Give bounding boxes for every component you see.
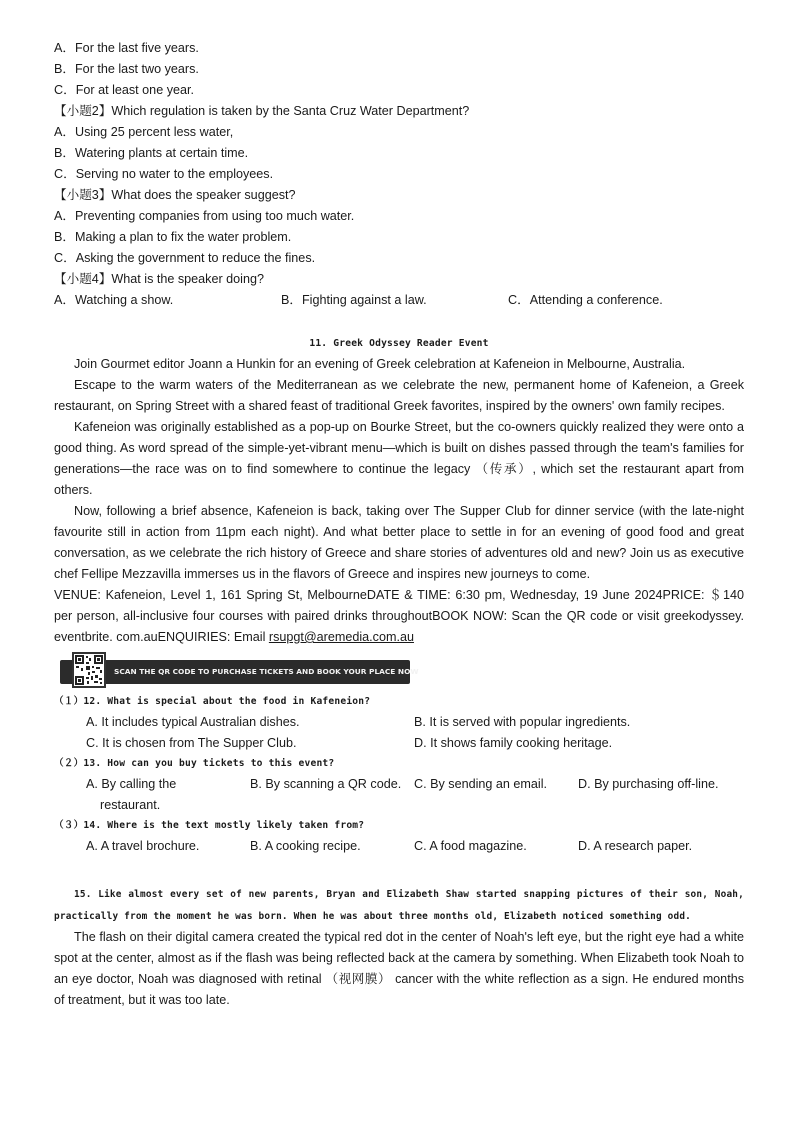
question-12-option-a: A. It includes typical Australian dishes. — [86, 715, 300, 729]
venue-text: VENUE: Kafeneion, Level 1, 161 Spring St, MelbourneDATE & TIME: 6:30 pm, Wednesday, 19 June 2024PRICE: ＄140 per person, all-inclusive four courses with paired drinks throughoutBOOK NOW: Scan the QR code or visit greekodyssey. eventbrite. com.auENQUIRIES: Email — [54, 588, 744, 644]
q4-option-c: C．Attending a conference. — [508, 293, 663, 307]
passage-11-venue-info — [54, 585, 744, 648]
q1-option-b: B．For the last two years. — [54, 62, 199, 76]
question-13-option-c: C. By sending an email. — [414, 777, 548, 791]
q3-option-b: B．Making a plan to fix the water problem. — [54, 230, 292, 244]
question-13-option-b: B. By scanning a QR code. — [250, 777, 402, 791]
q4-stem: 【小题4】What is the speaker doing? — [54, 272, 264, 286]
q3-option-c: C．Asking the government to reduce the fines. — [54, 251, 316, 265]
question-14-stem: （３）14. Where is the text mostly likely taken from? — [54, 820, 365, 831]
document-page — [54, 38, 744, 1011]
q1-option-a: A．For the last five years. — [54, 41, 199, 55]
banner-text: SCAN THE QR CODE TO PURCHASE TICKETS AND BOOK YOUR PLACE NOW — [114, 667, 419, 676]
q4-option-b: B．Fighting against a law. — [281, 293, 427, 307]
passage-11-paragraph-1: Join Gourmet editor Joann a Hunkin for an evening of Greek celebration at Kafeneion in Melbourne, Australia. — [74, 357, 686, 371]
question-12-option-b: B. It is served with popular ingredients. — [414, 715, 631, 729]
question-14-option-b: B. A cooking recipe. — [250, 839, 361, 853]
question-13-option-a-text: A. By calling the restaurant. — [86, 777, 177, 812]
q4-options — [54, 290, 744, 311]
question-13-option-a — [86, 774, 250, 816]
passage-11-paragraph-2: Escape to the warm waters of the Mediterranean as we celebrate the new, permanent home of Kafeneion, a Greek restaurant, on Spring Street with a shared feast of traditional Greek favorites, inspired by the owners' own family recipes. — [54, 378, 744, 413]
q2-stem: 【小题2】Which regulation is taken by the Santa Cruz Water Department? — [54, 104, 470, 118]
q3-stem: 【小题3】What does the speaker suggest? — [54, 188, 296, 202]
q3-option-a: A．Preventing companies from using too much water. — [54, 209, 355, 223]
question-14-options — [54, 836, 744, 857]
question-12-stem: （１）12. What is special about the food in Kafeneion? — [54, 696, 371, 707]
q2-option-c: C．Serving no water to the employees. — [54, 167, 274, 181]
question-12-option-d: D. It shows family cooking heritage. — [414, 736, 613, 750]
q2-option-a: A．Using 25 percent less water, — [54, 125, 234, 139]
passage-15-intro-text: 15. Like almost every set of new parents, Bryan and Elizabeth Shaw started snapping pictures of their son, Noah, practically from the moment he was born. When he was about three months old, Elizabeth noticed something odd. — [54, 889, 744, 922]
passage-11-title: 11. Greek Odyssey Reader Event — [309, 338, 489, 349]
qr-code-icon — [72, 652, 106, 688]
passage-11-paragraph-3: Kafeneion was originally established as a pop-up on Bourke Street, but the co-owners quickly realized they were onto a good thing. As word spread of the simple-yet-vibrant menu—which is built on dishes passed through the team's families for generations—the race was on to find somewhere to continue the legacy （传承）, which set the restaurant apart from others. — [54, 420, 744, 497]
enquiries-email-link[interactable]: rsupgt@aremedia.com.au — [268, 630, 414, 644]
question-13-option-d: D. By purchasing off-line. — [578, 777, 719, 791]
question-14-option-a: A. A travel brochure. — [86, 839, 200, 853]
question-13-options — [54, 774, 744, 816]
passage-15-paragraph-1: The flash on their digital camera created the typical red dot in the center of Noah's left eye, but the right eye had a white spot at the center, almost as if the flash was being reflected back at the camera by something. When Elizabeth took Noah to an eye doctor, Noah was diagnosed with retinal （视网膜） cancer with the white reflection as a sign. He endured months of treatment, but it was too late. — [54, 930, 744, 1007]
q4-option-a: A．Watching a show. — [54, 293, 174, 307]
passage-15-intro — [54, 883, 744, 927]
question-12-options-row-2 — [54, 733, 744, 754]
question-14-option-d: D. A research paper. — [578, 839, 693, 853]
q2-option-b: B．Watering plants at certain time. — [54, 146, 249, 160]
question-12-option-c: C. It is chosen from The Supper Club. — [86, 736, 297, 750]
qr-banner — [54, 652, 419, 690]
question-13-stem: （２）13. How can you buy tickets to this event? — [54, 758, 335, 769]
passage-11-paragraph-4: Now, following a brief absence, Kafeneion is back, taking over The Supper Club for dinner service (with the late-night favourite still in action from 11pm each night). And what better place to settle in for an evening of good food and great conversation, as we celebrate the rich history of Greece and share stories of adventures old and new? Join us as executive chef Fellipe Mezzavilla immerses us in the flavors of Greece and inspires new journeys to come. — [54, 504, 744, 581]
question-14-option-c: C. A food magazine. — [414, 839, 527, 853]
question-12-options-row-1 — [54, 712, 744, 733]
q1-option-c: C．For at least one year. — [54, 83, 194, 97]
